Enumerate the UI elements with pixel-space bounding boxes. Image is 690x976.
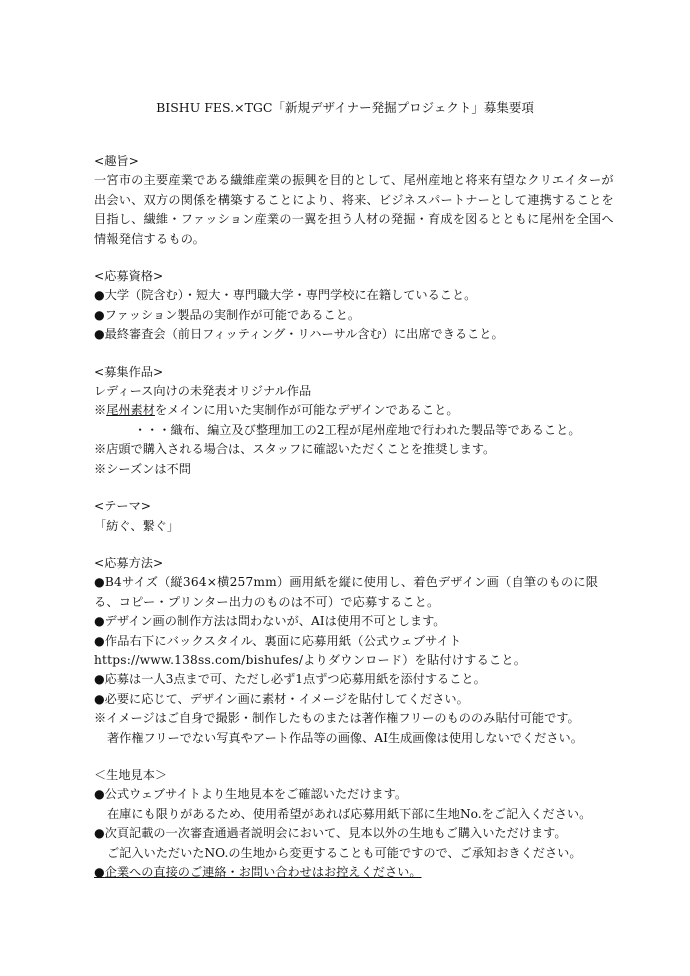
method-item: ●作品右下にバックスタイル、裏面に応募用紙（公式ウェブサイトhttps://www.138ss.com/bishufes/よりダウンロード）を貼付けすること。 (94, 633, 527, 667)
section-theme (94, 497, 614, 536)
section-samples (94, 766, 614, 882)
document-body (94, 152, 614, 900)
works-material-definition: ・・・織布、編立及び整理加工の2工程が尾州産地で行われた製品等であること。 (134, 422, 581, 437)
section-method (94, 554, 614, 748)
works-line: ※シーズンは不問 (94, 461, 191, 476)
method-heading: <応募方法> (94, 555, 164, 570)
works-note-mark: ※ (94, 403, 107, 418)
section-purpose (94, 152, 614, 249)
works-line: レディース向けの未発表オリジナル作品 (94, 384, 312, 399)
section-works (94, 363, 614, 479)
purpose-text: 一宮市の主要産業である繊維産業の振興を目的として、尾州産地と将来有望なクリエイターが出会い、双方の関係を構築することにより、将来、ビジネスパートナーとして連携することを目指し、繊維・ファッション産業の一翼を担う人材の発掘・育成を図るとともに尾州を全国へ情報発信するもの。 (94, 173, 614, 246)
samples-item-continued: ご記入いただいたNO.の生地から変更することも可能ですので、ご承知おきください。 (107, 845, 582, 860)
works-material-line (94, 401, 614, 420)
method-item: ●応募は一人3点まで可、ただし必ず1点ずつ応募用紙を添付すること。 (94, 672, 486, 687)
eligibility-item: ●ファッション製品の実制作が可能であること。 (94, 307, 361, 322)
method-item: ●デザイン画の制作方法は問わないが、AIは使用不可とします。 (94, 614, 446, 629)
works-material-text: をメインに用いた実制作が可能なデザインであること。 (154, 403, 459, 418)
theme-heading: <テーマ> (94, 499, 151, 514)
samples-item: ●次頁記載の一次審査通過者説明会において、見本以外の生地もご購入いただけます。 (94, 826, 567, 841)
samples-item-continued: 在庫にも限りがあるため、使用希望があれば応募用紙下部に生地No.をご記入ください。 (107, 806, 592, 821)
works-heading: <募集作品> (94, 364, 164, 379)
samples-item: ●公式ウェブサイトより生地見本をご確認いただけます。 (94, 787, 408, 802)
method-item: ※イメージはご自身で撮影・制作したものまたは著作権フリーのもののみ貼付可能です。 (94, 711, 580, 726)
theme-text: 「紡ぐ、繋ぐ」 (94, 518, 180, 533)
works-line: ※店頭で購入される場合は、スタッフに確認いただくことを推奨します。 (94, 442, 496, 457)
samples-bullet: ● (94, 865, 105, 879)
contact-notice-underlined: 企業への直接のご連絡・お問い合わせはお控えください。 (104, 865, 422, 879)
samples-item-contact (94, 863, 614, 882)
purpose-heading: <趣旨> (94, 154, 139, 168)
bishu-material-underlined: 尾州素材 (106, 403, 155, 418)
eligibility-item: ●最終審査会（前日フィッティング・リハーサル含む）に出席できること。 (94, 327, 504, 342)
method-item-continued: 著作権フリーでない写真やアート作品等の画像、AI生成画像は使用しないでください。 (107, 730, 583, 745)
method-item: ●B4サイズ（縦364×横257mm）画用紙を縦に使用し、着色デザイン画（自筆のものに限る、コピー・プリンター出力のものは不可）で応募すること。 (94, 575, 599, 609)
eligibility-item: ●大学（院含む）・短大・専門職大学・専門学校に在籍していること。 (94, 288, 477, 303)
samples-heading: ＜生地見本＞ (94, 767, 168, 782)
method-item: ●必要に応じて、デザイン画に素材・イメージを貼付してください。 (94, 691, 469, 706)
section-eligibility (94, 267, 614, 345)
page-title: BISHU FES.×TGC「新規デザイナー発掘プロジェクト」募集要項 (156, 100, 534, 115)
eligibility-heading: <応募資格> (94, 269, 164, 284)
